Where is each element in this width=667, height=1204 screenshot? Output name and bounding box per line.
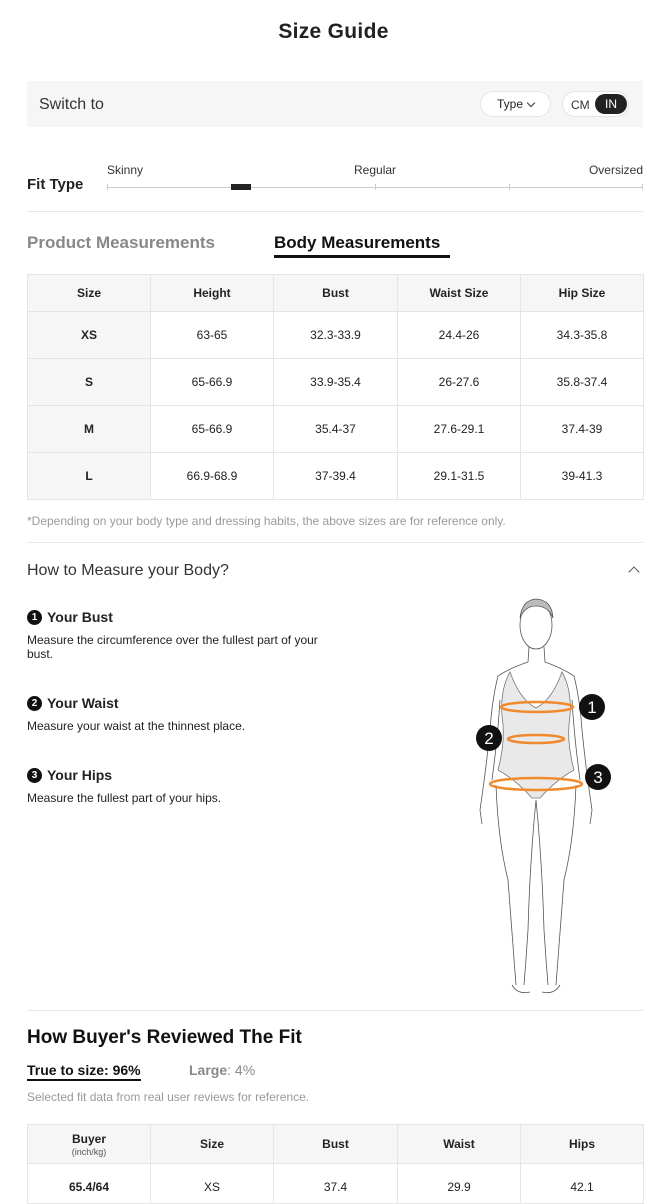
figure-label-bust: 1 [587,698,597,717]
table-cell: 37.4 [274,1164,398,1204]
table-cell: 65.4/64 [28,1164,151,1204]
table-row [28,406,644,453]
buyer-fit-note: Selected fit data from real user reviews for reference. [27,1090,310,1104]
measure-waist-title: Your Waist [47,695,119,711]
tab-body-measurements[interactable]: Body Measurements [274,233,441,252]
table-header-row [28,1125,644,1164]
unit-in-option[interactable]: IN [595,94,627,114]
switch-bar [27,81,643,127]
measure-bust-desc: Measure the circumference over the fullest part of your bust. [27,633,318,661]
tab-large-value: : 4% [227,1062,256,1078]
buyer-header-unit: (inch/kg) [71,1146,107,1157]
active-tab-indicator [274,255,450,258]
table-cell: 63-65 [151,312,274,359]
number-badge: 3 [27,768,42,783]
table-row [28,453,644,500]
measure-bust-heading [27,609,113,625]
number-badge: 1 [27,610,42,625]
table-row [28,1164,644,1204]
tab-large[interactable] [189,1062,255,1078]
table-row [28,359,644,406]
table-header-cell: Waist Size [398,275,521,312]
chevron-up-icon[interactable] [628,566,639,577]
chevron-down-icon [527,98,535,106]
divider [27,542,643,543]
table-header-cell: Hip Size [521,275,644,312]
table-header-cell: Bust [274,1125,398,1164]
table-header-cell: Size [151,1125,274,1164]
table-cell: 65-66.9 [151,406,274,453]
fit-type-label: Fit Type [27,176,84,193]
fit-scale-tick [107,184,108,190]
unit-toggle[interactable] [562,91,629,117]
table-cell-size: S [28,359,151,406]
fit-scale-tick [642,184,643,190]
table-header-row [28,275,644,312]
figure-label-waist: 2 [484,729,494,748]
table-cell: 39-41.3 [521,453,644,500]
table-cell: 29.9 [398,1164,521,1204]
buyer-table [27,1124,644,1204]
table-header-cell: Waist [398,1125,521,1164]
table-cell-size: L [28,453,151,500]
tab-product-measurements[interactable]: Product Measurements [27,233,215,252]
how-to-measure-title[interactable]: How to Measure your Body? [27,562,229,579]
table-header-cell: Size [28,275,151,312]
table-cell: 29.1-31.5 [398,453,521,500]
fit-option-regular: Regular [354,163,397,177]
figure-label-hips: 3 [593,768,603,787]
table-cell: 37-39.4 [274,453,398,500]
tab-true-to-size[interactable]: True to size: 96% [27,1062,141,1078]
table-cell: 32.3-33.9 [274,312,398,359]
divider [27,211,643,212]
table-header-cell [28,1125,151,1164]
fit-option-oversized: Oversized [588,163,643,177]
table-cell: 24.4-26 [398,312,521,359]
table-cell: 35.8-37.4 [521,359,644,406]
number-badge: 2 [27,696,42,711]
size-table [27,274,644,500]
table-cell-size: XS [28,312,151,359]
table-cell: 34.3-35.8 [521,312,644,359]
divider [27,1010,643,1011]
table-cell: 65-66.9 [151,359,274,406]
table-cell: 35.4-37 [274,406,398,453]
fit-scale-tick [375,184,376,190]
table-cell: 26-27.6 [398,359,521,406]
buyer-fit-title: How Buyer's Reviewed The Fit [27,1027,302,1048]
table-cell-size: M [28,406,151,453]
size-note: *Depending on your body type and dressing habits, the above sizes are for reference only. [27,514,506,528]
page-title: Size Guide [278,20,389,43]
switch-label: Switch to [39,96,104,113]
table-cell: 66.9-68.9 [151,453,274,500]
table-header-cell: Height [151,275,274,312]
measure-hips-heading [27,767,112,783]
tab-large-label: Large [189,1062,228,1078]
fit-scale-marker [231,184,251,190]
measure-hips-title: Your Hips [47,767,113,783]
unit-cm-option[interactable]: CM [571,98,590,112]
measure-bust-title: Your Bust [47,609,113,625]
active-tab-indicator [27,1079,141,1081]
type-dropdown-label: Type [496,97,523,111]
buyer-header: Buyer [71,1131,106,1146]
table-cell: 42.1 [521,1164,644,1204]
measure-waist-heading [27,695,119,711]
table-row [28,312,644,359]
table-cell: 27.6-29.1 [398,406,521,453]
table-cell: 37.4-39 [521,406,644,453]
measure-waist-desc: Measure your waist at the thinnest place. [27,719,246,733]
measure-hips-desc: Measure the fullest part of your hips. [27,791,222,805]
table-cell: 33.9-35.4 [274,359,398,406]
type-dropdown[interactable] [480,91,551,117]
fit-option-skinny: Skinny [107,163,144,177]
table-header-cell: Hips [521,1125,644,1164]
table-header-cell: Bust [274,275,398,312]
body-figure-illustration [465,595,615,1000]
fit-scale-tick [509,184,510,190]
table-cell: XS [151,1164,274,1204]
